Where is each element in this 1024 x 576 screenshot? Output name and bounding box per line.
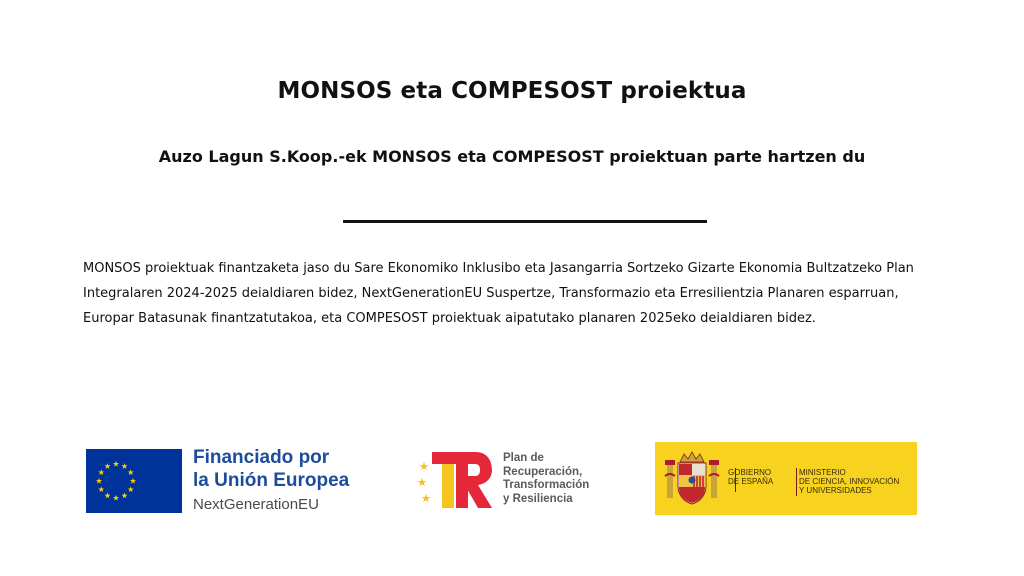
page-subtitle: Auzo Lagun S.Koop.-ek MONSOS eta COMPESOST proiektuan parte hartzen du xyxy=(158,147,866,166)
page-title: MONSOS eta COMPESOST proiektua xyxy=(277,78,747,104)
eu-line-2: la Unión Europea xyxy=(193,470,350,491)
eu-line-3: NextGenerationEU xyxy=(193,496,319,513)
ministry-line-1: MINISTERIO xyxy=(799,468,846,477)
government-name xyxy=(728,468,773,486)
gov-line-2: DE ESPAÑA xyxy=(728,477,774,486)
recovery-line-1: Plan de xyxy=(503,452,544,464)
ministry-line-2: DE CIENCIA, INNOVACIÓN xyxy=(799,477,900,486)
gov-line-1: GOBIERNO xyxy=(728,468,772,477)
ministry-line-3: Y UNIVERSIDADES xyxy=(799,486,872,495)
eu-flag-logo xyxy=(86,449,182,513)
coat-of-arms-icon xyxy=(663,450,721,507)
recovery-plan-logo xyxy=(418,450,496,510)
body-paragraph: MONSOS proiektuak finantzaketa jaso du Sare Ekonomiko Inklusibo eta Jasangarria Sortzeko Gizarte Ekonomia Bultzatzeko Plan Integralaren 2024-2025 deialdiaren bidez, NextGenerationEU Suspertze, Transformazio eta Erresilientzia Planaren esparruan, Europar Batasunak finantzatutakoa, eta COMPESOST proiektuak aipatutako planaren 2025eko deialdiaren bidez. xyxy=(83,261,914,326)
recovery-plan-text xyxy=(503,452,589,506)
recovery-line-3: Transformación xyxy=(503,479,590,491)
eu-line-1: Financiado por xyxy=(193,447,330,468)
divider xyxy=(343,220,707,223)
ministry-name xyxy=(799,468,899,495)
ministry-divider xyxy=(796,468,797,496)
recovery-line-4: y Resiliencia xyxy=(503,492,573,505)
government-logo-panel xyxy=(655,442,917,515)
eu-funding-text xyxy=(193,446,349,513)
recovery-line-2: Recuperación, xyxy=(503,465,583,478)
